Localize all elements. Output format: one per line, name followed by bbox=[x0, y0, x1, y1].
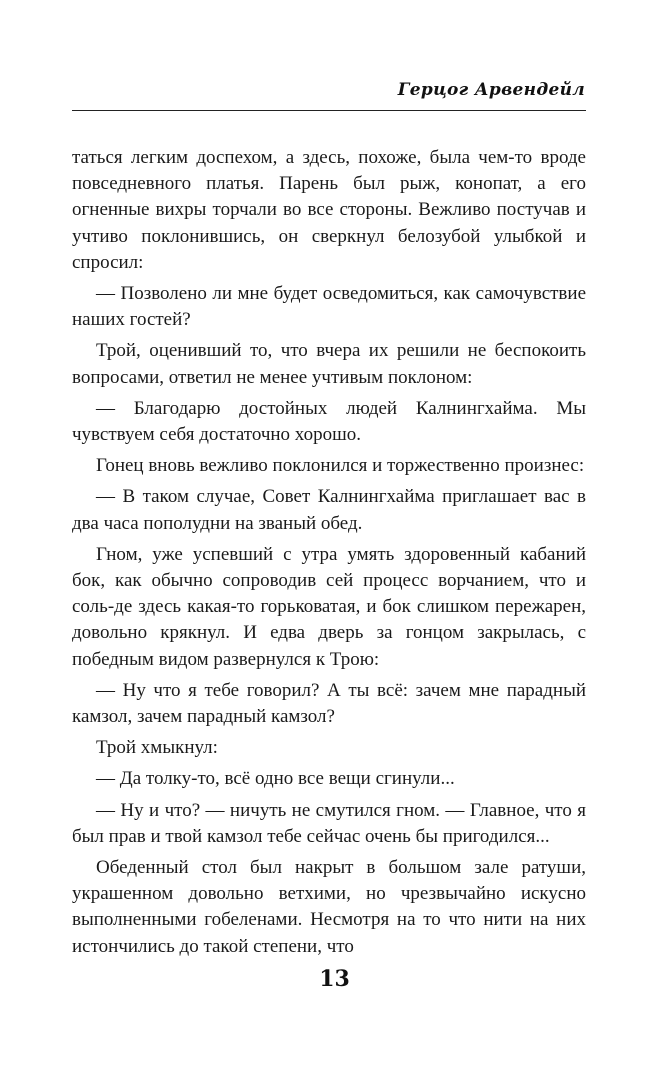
paragraph: — Ну что я тебе говорил? А ты всё: зачем мне парадный камзол, зачем парадный камзол? bbox=[72, 679, 586, 728]
paragraph: Трой хмыкнул: bbox=[96, 737, 218, 759]
running-head-title: Герцог Арвендейл bbox=[397, 80, 585, 100]
paragraph: таться легким доспехом, а здесь, похоже, была чем-то вроде повседневного платья. Парень был рыж, конопат, а его огненные вихры торчали во все стороны. Вежливо постучав и учтиво поклонившись, он сверкнул белозубой улыбкой и спросил: bbox=[72, 147, 586, 273]
body-text bbox=[72, 145, 586, 960]
paragraph: — Позволено ли мне будет осведомиться, как самочувствие наших гостей? bbox=[72, 283, 586, 331]
paragraph: — Ну и что? — ничуть не смутился гном. — Главное, что я был прав и твой камзол тебе сейчас очень бы пригодился... bbox=[72, 799, 586, 847]
paragraph: — Да толку-то, всё одно все вещи сгинули... bbox=[96, 768, 455, 790]
paragraph: Обеденный стол был накрыт в большом зале ратуши, украшенном довольно ветхими, но чрезвычайно искусно выполненными гобеленами. Несмотря на то что нити на них истончились до такой степени, что bbox=[72, 857, 586, 957]
paragraph: Гном, уже успевший с утра умять здоровенный кабаний бок, как обычно сопроводив сей процесс ворчанием, что и соль-де здесь какая-то горьковатая, и бок слишком пережарен, довольно крякнул. И едва дверь за гонцом закрылась, с победным видом развернулся к Трою: bbox=[72, 543, 586, 670]
header-rule bbox=[72, 110, 586, 111]
paragraph: — В таком случае, Совет Калнингхайма приглашает вас в два часа пополудни на званый обед. bbox=[72, 486, 586, 534]
paragraph: — Благодарю достойных людей Калнингхайма. Мы чувствуем себя достаточно хорошо. bbox=[72, 397, 586, 446]
paragraph: Гонец вновь вежливо поклонился и торжественно произнес: bbox=[96, 455, 585, 477]
page-number: 13 bbox=[319, 966, 350, 992]
paragraph: Трой, оценивший то, что вчера их решили не беспокоить вопросами, ответил не менее учтивым поклоном: bbox=[72, 340, 586, 388]
